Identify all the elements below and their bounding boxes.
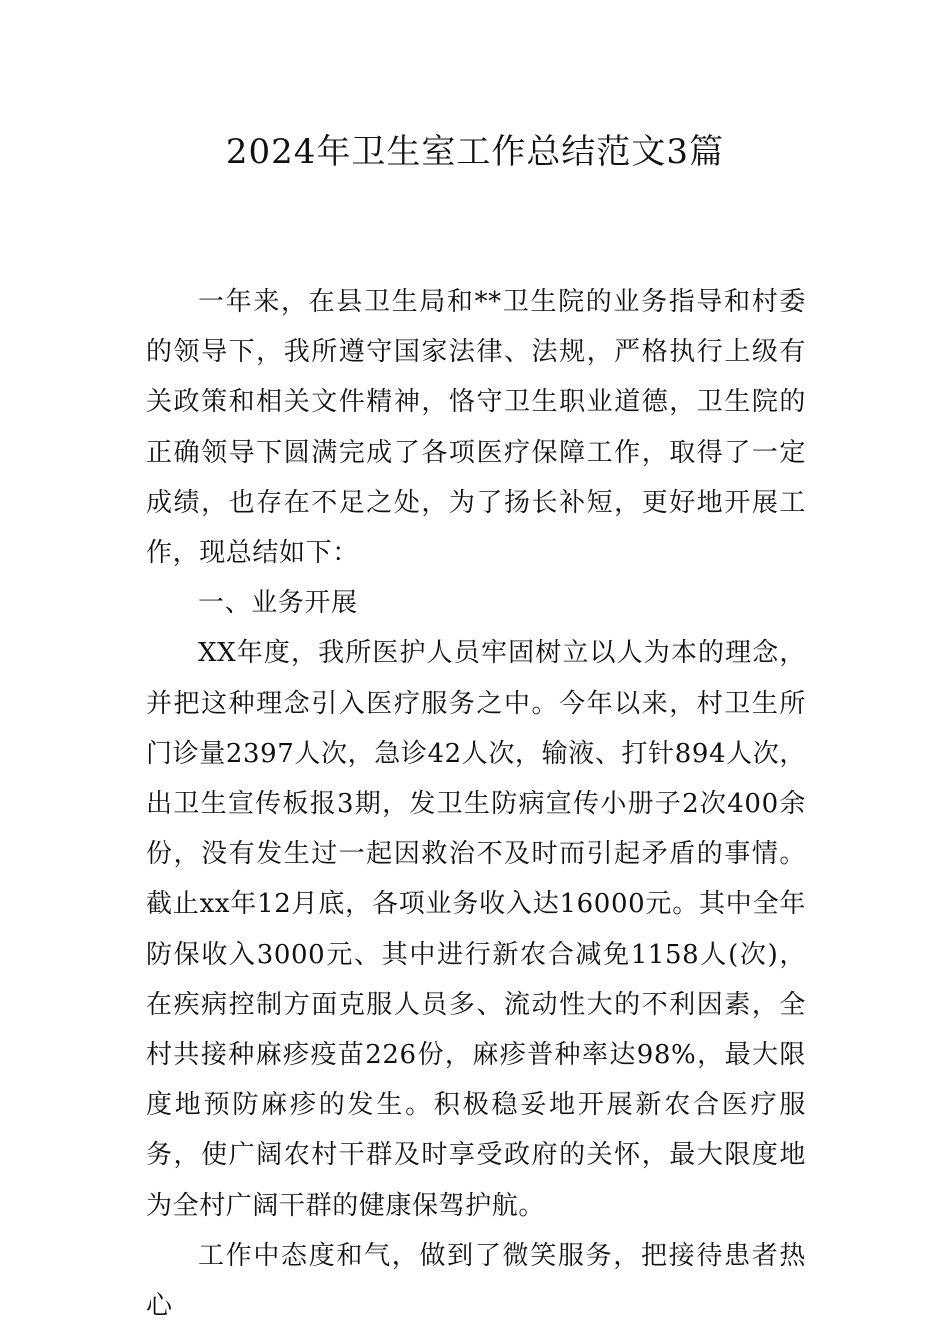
section-heading-business: 一、业务开展 <box>198 588 358 619</box>
paragraph-attitude: 工作中态度和气，做到了微笑服务，把接待患者热心 <box>146 1240 806 1322</box>
document-title: 2024年卫生室工作总结范文3篇 <box>225 132 725 172</box>
document-body <box>146 277 806 1331</box>
paragraph-business: XX年度，我所医护人员牢固树立以人为本的理念，并把这种理念引入医疗服务之中。今年以来，村卫生所门诊量2397人次，急诊42人次，输液、打针894人次，出卫生宣传板报3期，发卫生防病宣传小册子2次400余份，没有发生过一起因救治不及时而引起矛盾的事情。截止xx年12月底，各项业务收入达16000元。其中全年防保收入3000元、其中进行新农合减免1158人(次)，在疾病控制方面克服人员多、流动性大的不利因素，全村共接种麻疹疫苗226份，麻疹普种率达98%，最大限度地预防麻疹的发生。积极稳妥地开展新农合医疗服务，使广阔农村干群及时享受政府的关怀，最大限度地为全村广阔干群的健康保驾护航。 <box>146 638 806 1221</box>
paragraph-intro: 一年来，在县卫生局和**卫生院的业务指导和村委的领导下，我所遵守国家法律、法规，严格执行上级有关政策和相关文件精神，恪守卫生职业道德，卫生院的正确领导下圆满完成了各项医疗保障工作，取得了一定成绩，也存在不足之处，为了扬长补短，更好地开展工作，现总结如下： <box>146 287 806 569</box>
